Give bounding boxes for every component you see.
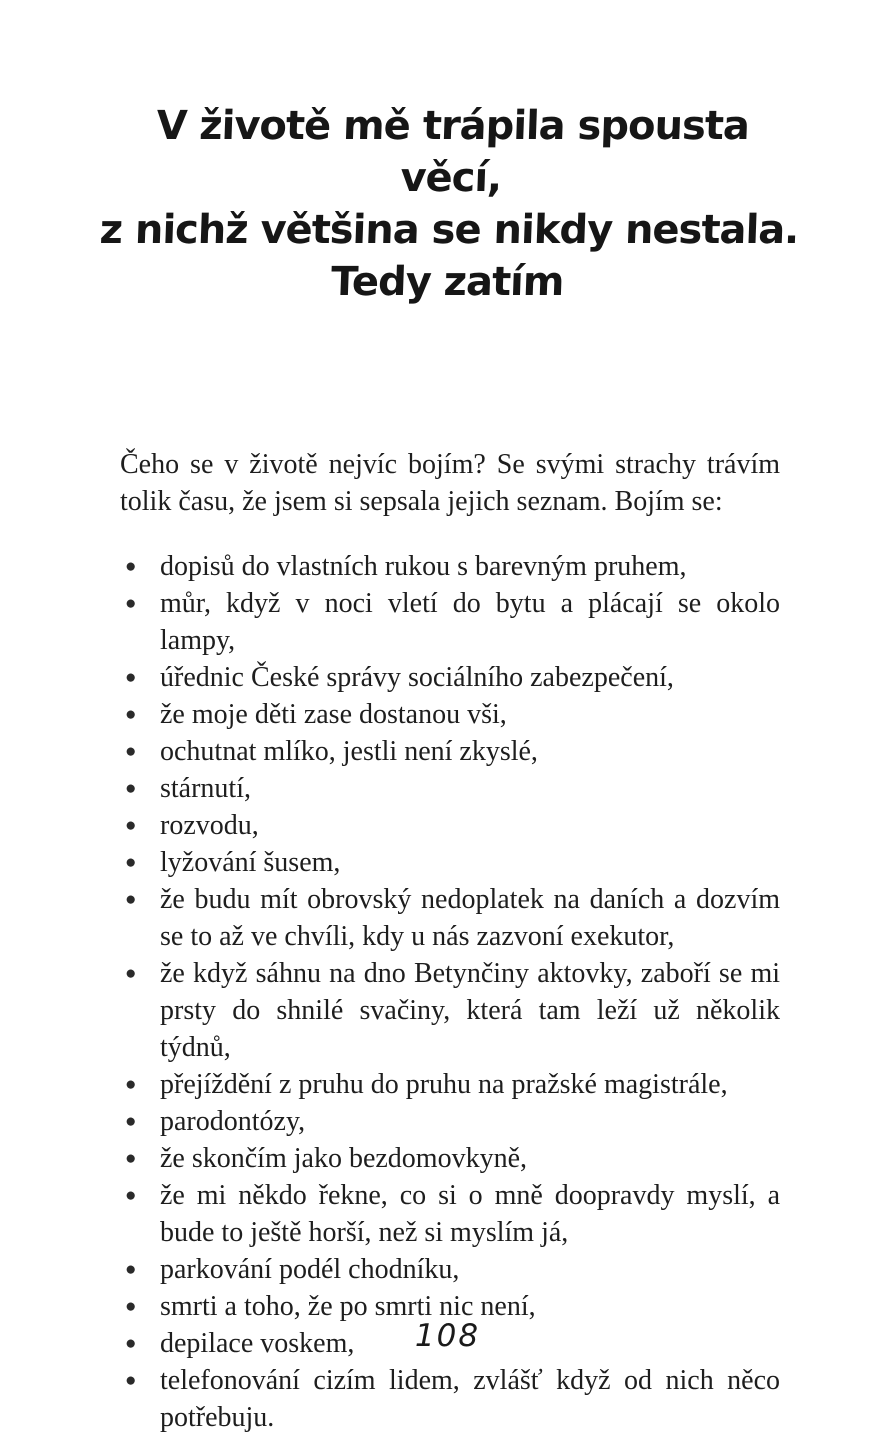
bullet-icon: ● [125,1074,137,1095]
list-item [120,1362,780,1436]
intro-paragraph: Čeho se v životě nejvíc bojím? Se svými strachy trávím tolik času, že jsem si sepsala jejich seznam. Bojím se: [120,449,780,517]
fears-list [120,548,780,1436]
list-item-text: smrti a toho, že po smrti nic není, [160,1291,536,1322]
bullet-icon: ● [125,667,137,688]
list-item-text: rozvodu, [160,810,259,841]
list-item [120,807,780,844]
list-item-text: úřednic České správy sociálního zabezpečení, [160,662,674,693]
list-item [120,548,780,585]
bullet-icon: ● [125,778,137,799]
bullet-icon: ● [125,704,137,725]
list-item [120,844,780,881]
bullet-icon: ● [125,1148,137,1169]
list-item [120,1140,780,1177]
list-item-text: že mi někdo řekne, co si o mně doopravdy myslí, a bude to ještě horší, než si myslím já, [160,1180,780,1248]
list-item [120,585,780,659]
list-item-text: lyžování šusem, [160,847,341,878]
bullet-icon: ● [125,1185,137,1206]
bullet-icon: ● [125,1111,137,1132]
bullet-icon: ● [125,741,137,762]
page-title-line-1: V životě mě trápila spousta věcí, [155,103,750,201]
list-item-text: stárnutí, [160,773,251,804]
list-item [120,955,780,1066]
bullet-icon: ● [125,963,137,984]
bullet-icon: ● [125,1259,137,1280]
bullet-icon: ● [125,1333,137,1354]
list-item [120,770,780,807]
page-title-line-3: Tedy zatím [330,259,565,305]
list-item-text: že budu mít obrovský nedoplatek na daních a dozvím se to až ve chvíli, kdy u nás zazvoní exekutor, [160,884,780,952]
list-item-text: parkování podél chodníku, [160,1254,460,1285]
bullet-icon: ● [125,889,137,910]
list-item-text: že když sáhnu na dno Betynčiny aktovky, zaboří se mi prsty do shnilé svačiny, která tam leží už několik týdnů, [160,958,780,1063]
list-item-text: můr, když v noci vletí do bytu a plácají se okolo lampy, [160,588,780,656]
list-item [120,1066,780,1103]
bullet-icon: ● [125,1370,137,1391]
list-item [120,733,780,770]
bullet-icon: ● [125,815,137,836]
list-item-text: depilace voskem, [160,1328,355,1359]
list-item [120,1103,780,1140]
bullet-icon: ● [125,1296,137,1317]
list-item-text: telefonování cizím lidem, zvlášť když od nich něco potřebuju. [160,1365,780,1433]
bullet-icon: ● [125,593,137,614]
list-item-text: dopisů do vlastních rukou s barevným pruhem, [160,551,687,582]
list-item [120,659,780,696]
list-item-text: že moje děti zase dostanou vši, [160,699,507,730]
list-item-text: parodontózy, [160,1106,306,1137]
page-number: 108 [414,1318,481,1354]
list-item-text: ochutnat mlíko, jestli není zkyslé, [160,736,538,767]
bullet-icon: ● [125,852,137,873]
list-item [120,1177,780,1251]
page-title [96,100,803,308]
list-item-text: že skončím jako bezdomovkyně, [160,1143,528,1174]
list-item [120,1251,780,1288]
list-item-text: přejíždění z pruhu do pruhu na pražské magistrále, [160,1069,728,1100]
list-item [120,881,780,955]
page-title-line-2: z nichž většina se nikdy nestala. [98,207,800,253]
bullet-icon: ● [125,556,137,577]
list-item [120,696,780,733]
